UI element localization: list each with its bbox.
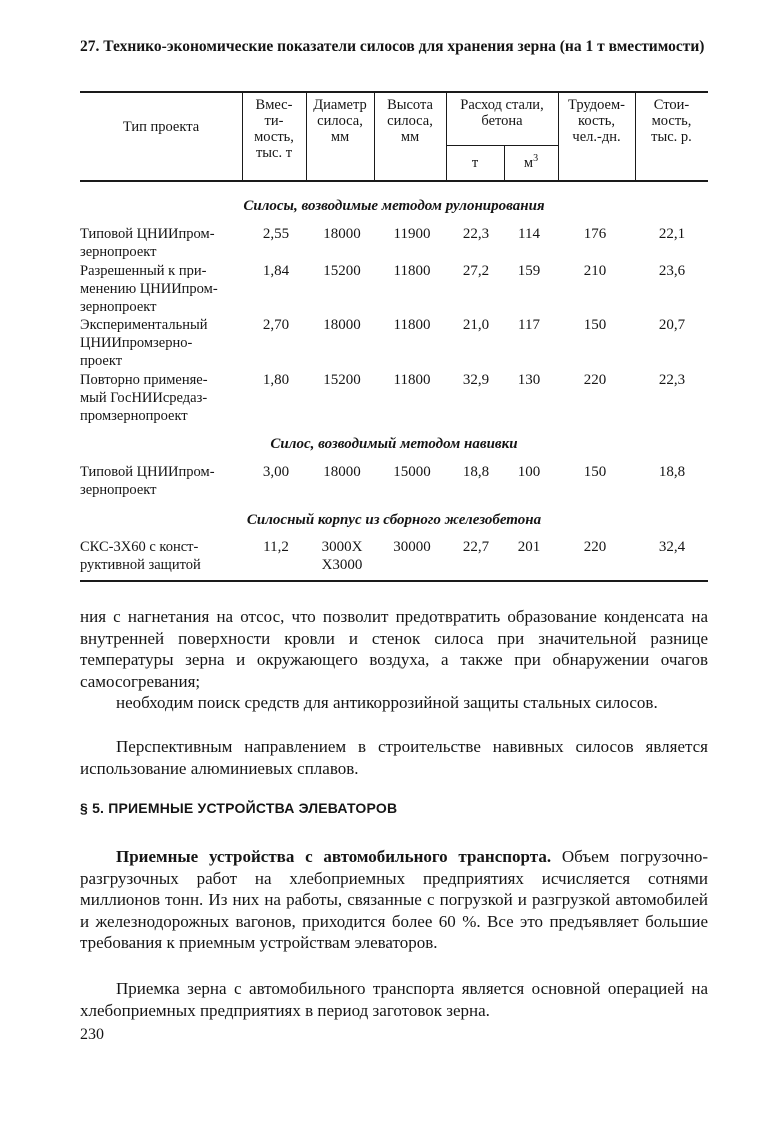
cell-height: 11800 [393, 263, 431, 279]
cell-diameter: 15200 [323, 372, 361, 388]
cell-labor: 210 [583, 263, 607, 279]
cell-height: 11800 [393, 317, 431, 333]
header-height: Высота силоса, мм [387, 97, 433, 145]
header-mid-rule [446, 145, 558, 146]
cell-concrete: 159 [517, 263, 541, 279]
header-steel-unit: т [471, 155, 479, 171]
paragraph: Перспективным направлением в строительстве навивных силосов является использование алюминиевых сплавов. [80, 737, 708, 778]
cell-height: 30000 [393, 539, 431, 555]
cell-diameter: 18000 [323, 226, 361, 242]
cell-cost: 22,3 [658, 372, 686, 388]
cell-cost: 32,4 [658, 539, 686, 555]
cell-diameter: 18000 [323, 464, 361, 480]
cell-height: 11900 [393, 226, 431, 242]
header-diameter: Диаметр силоса, мм [313, 97, 367, 145]
paragraph-text: Объем погрузочно-разгрузочных работ на хлебоприемных предприятиях исчисляется сотнями миллионов тонн. Из них на работы, связанные с погрузкой и разгрузкой автомобилей и железнодорожных вагонов, приходится более 60 %. Все это предъявляет большие требования к приемным устройствам элеваторов. [80, 847, 708, 952]
cell-diameter: 3000Х Х3000 [321, 539, 363, 573]
cell-concrete: 130 [517, 372, 541, 388]
paragraph: Приемка зерна с автомобильного транспорта является основной операцией на хлебоприемных предприятиях в период заготовок зерна. [80, 979, 708, 1020]
row-name: Типовой ЦНИИпром- зернопроект [80, 226, 215, 260]
cell-steel: 21,0 [462, 317, 490, 333]
data-table [80, 91, 708, 591]
paragraph: необходим поиск средств для антикоррозийной защиты стальных силосов. [116, 693, 658, 712]
paragraph [80, 846, 708, 954]
cell-diameter: 18000 [323, 317, 361, 333]
cell-capacity: 2,70 [262, 317, 290, 333]
cell-diameter: 15200 [323, 263, 361, 279]
cell-steel: 22,3 [462, 226, 490, 242]
cell-labor: 220 [583, 539, 607, 555]
row-name: Экспериментальный ЦНИИпромзерно- проект [80, 317, 208, 369]
row-name: Типовой ЦНИИпром- зернопроект [80, 464, 215, 498]
cell-capacity: 1,84 [262, 263, 290, 279]
cell-steel: 32,9 [462, 372, 490, 388]
row-name: Повторно применяе- мый ГосНИИсредаз- промзернопроект [80, 372, 208, 424]
cell-cost: 22,1 [658, 226, 686, 242]
cell-concrete: 100 [517, 464, 541, 480]
header-concrete-unit: $м^3$ [523, 153, 539, 171]
cell-steel: 18,8 [462, 464, 490, 480]
cell-cost: 18,8 [658, 464, 686, 480]
cell-concrete: 201 [517, 539, 541, 555]
page-number: 230 [80, 1026, 104, 1043]
cell-concrete: 117 [518, 317, 540, 333]
header-bottom-rule [80, 180, 708, 182]
cell-labor: 220 [583, 372, 607, 388]
table-caption: 27. Технико-экономические показатели силосов для хранения зерна (на 1 т вместимости) [80, 38, 705, 55]
section-heading: § 5. ПРИЕМНЫЕ УСТРОЙСТВА ЭЛЕВАТОРОВ [80, 800, 398, 816]
cell-height: 15000 [393, 464, 431, 480]
cell-labor: 176 [583, 226, 607, 242]
cell-cost: 23,6 [658, 263, 686, 279]
cell-concrete: 114 [518, 226, 540, 242]
cell-capacity: 2,55 [262, 226, 290, 242]
row-name: Разрешенный к при- менению ЦНИИпром- зернопроект [80, 263, 218, 315]
section-title: Силосы, возводимые методом рулонирования [243, 198, 545, 214]
cell-capacity: 3,00 [262, 464, 290, 480]
cell-cost: 20,7 [658, 317, 686, 333]
table-bottom-rule [80, 580, 708, 582]
cell-steel: 27,2 [462, 263, 490, 279]
paragraph-lead: Приемные устройства с автомобильного транспорта. [116, 847, 552, 866]
cell-height: 11800 [393, 372, 431, 388]
cell-capacity: 11,2 [263, 539, 289, 555]
cell-labor: 150 [583, 317, 607, 333]
section-title: Силос, возводимый методом навивки [270, 436, 518, 452]
section-title: Силосный корпус из сборного железобетона [246, 512, 542, 528]
table-top-rule [80, 91, 708, 93]
cell-capacity: 1,80 [262, 372, 290, 388]
header-type: Тип проекта [122, 119, 200, 135]
header-capacity: Вмес- ти- мость, тыс. т [254, 97, 294, 161]
header-cost: Стои- мость, тыс. р. [651, 97, 692, 145]
header-labor: Трудоем- кость, чел.-дн. [568, 97, 625, 145]
row-name: СКС-3Х60 с конст- руктивной защитой [80, 539, 201, 573]
cell-steel: 22,7 [462, 539, 490, 555]
cell-labor: 150 [583, 464, 607, 480]
header-consumption: Расход стали, бетона [460, 97, 544, 129]
paragraph: ния с нагнетания на отсос, что позволит предотвратить образование конденсата на внутренней поверхности кровли и стенок силоса при значительной разнице температуры зерна и окружающего воздуха, а также при обнаружении очагов самосогревания; [80, 607, 708, 691]
